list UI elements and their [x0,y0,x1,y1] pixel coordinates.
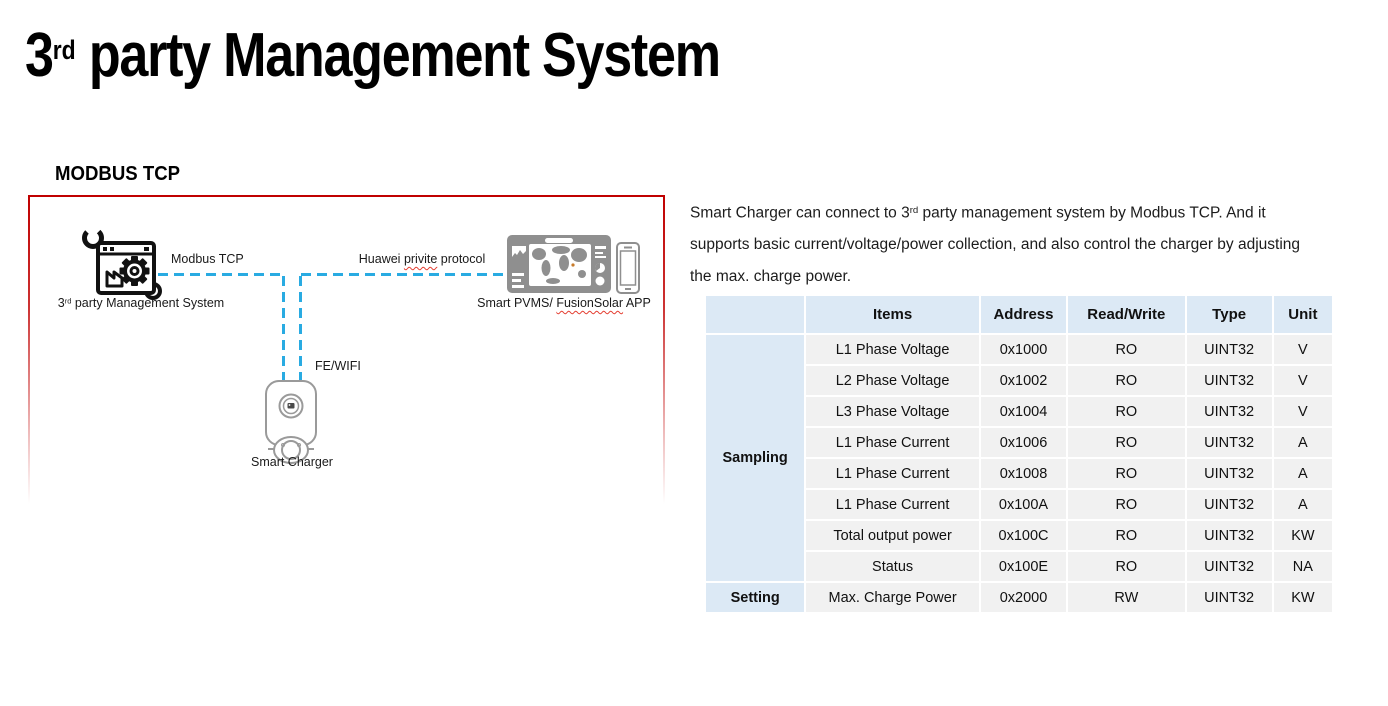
description-paragraph [690,195,1385,293]
modbus-register-table [704,294,1334,614]
unit-cell: V [1274,335,1332,364]
items-column-header: Items [806,296,979,333]
address-cell: 0x1008 [981,459,1066,488]
readwrite-column-header: Read/Write [1068,296,1184,333]
fe-wifi-link-label: FE/WIFI [315,359,361,373]
diagram-frame-top [28,195,665,197]
type-cell: UINT32 [1187,366,1272,395]
group-cell: Setting [706,583,804,612]
type-cell: UINT32 [1187,397,1272,426]
section-heading: MODBUS TCP [55,163,181,185]
management-system-label [50,296,232,310]
item-cell: Status [806,552,979,581]
address-column-header: Address [981,296,1066,333]
type-cell: UINT32 [1187,552,1272,581]
item-cell: L1 Phase Current [806,459,979,488]
management-system-icon [74,223,162,301]
unit-cell: A [1274,459,1332,488]
type-cell: UINT32 [1187,428,1272,457]
modbus-tcp-link-label: Modbus TCP [171,252,244,266]
label-text: party Management System [71,296,225,310]
label-text: Huawei [358,252,404,266]
huawei-protocol-link-line [301,273,507,276]
fe-wifi-link-line-right [299,276,302,380]
type-cell: UINT32 [1187,459,1272,488]
readwrite-cell: RO [1068,428,1184,457]
modbus-tcp-link-line [158,273,284,276]
readwrite-cell: RO [1068,397,1184,426]
address-cell: 0x1004 [981,397,1066,426]
unit-column-header: Unit [1274,296,1332,333]
readwrite-cell: RO [1068,552,1184,581]
readwrite-cell: RO [1068,490,1184,519]
description-text: supports basic current/voltage/power collection, and also control the charger by adjusting [690,236,1301,254]
item-cell: Total output power [806,521,979,550]
description-text: Smart Charger can connect to 3 [690,204,910,222]
unit-cell: NA [1274,552,1332,581]
group-cell: Sampling [706,335,804,581]
description-text: the max. charge power. [690,268,852,286]
item-cell: L1 Phase Voltage [806,335,979,364]
label-text: Smart PVMS/ [477,296,557,310]
title-superscript: rd [52,34,76,66]
type-cell: UINT32 [1187,521,1272,550]
smart-charger-label: Smart Charger [251,455,333,469]
unit-cell: V [1274,397,1332,426]
label-text: 3 [57,296,65,310]
unit-cell: A [1274,490,1332,519]
address-cell: 0x2000 [981,583,1066,612]
misspelled-word: FusionSolar [556,296,624,310]
register-table-body [706,335,1332,612]
fe-wifi-link-line-left [282,276,285,380]
group-column-header [706,296,804,333]
address-cell: 0x100E [981,552,1066,581]
unit-cell: KW [1274,583,1332,612]
item-cell: L3 Phase Voltage [806,397,979,426]
page-title [25,20,720,91]
table-row [706,335,1332,364]
unit-cell: V [1274,366,1332,395]
readwrite-cell: RO [1068,521,1184,550]
table-row [706,583,1332,612]
phone-icon [616,242,640,294]
modbus-topology-diagram [28,195,665,517]
pvms-dashboard-icon [507,235,611,293]
label-text: protocol [437,252,486,266]
type-column-header: Type [1187,296,1272,333]
item-cell: L1 Phase Current [806,428,979,457]
table-header-row [706,296,1332,333]
label-text: APP [623,296,651,310]
readwrite-cell: RW [1068,583,1184,612]
pvms-app-label [476,296,652,310]
item-cell: L1 Phase Current [806,490,979,519]
title-text: 3 [25,21,53,90]
address-cell: 0x1002 [981,366,1066,395]
diagram-frame-right [663,195,665,517]
address-cell: 0x1000 [981,335,1066,364]
item-cell: Max. Charge Power [806,583,979,612]
description-text: party management system by Modbus TCP. And it [918,204,1266,222]
unit-cell: A [1274,428,1332,457]
type-cell: UINT32 [1187,490,1272,519]
readwrite-cell: RO [1068,459,1184,488]
diagram-frame-left [28,195,30,517]
address-cell: 0x100C [981,521,1066,550]
item-cell: L2 Phase Voltage [806,366,979,395]
unit-cell: KW [1274,521,1332,550]
label-superscript: rd [64,296,72,306]
smart-charger-icon [263,379,319,465]
huawei-protocol-link-label [354,252,490,266]
address-cell: 0x100A [981,490,1066,519]
description-superscript: rd [909,205,919,216]
readwrite-cell: RO [1068,335,1184,364]
misspelled-word: privite [403,252,438,266]
type-cell: UINT32 [1187,583,1272,612]
readwrite-cell: RO [1068,366,1184,395]
address-cell: 0x1006 [981,428,1066,457]
title-text: party Management System [75,21,720,90]
type-cell: UINT32 [1187,335,1272,364]
